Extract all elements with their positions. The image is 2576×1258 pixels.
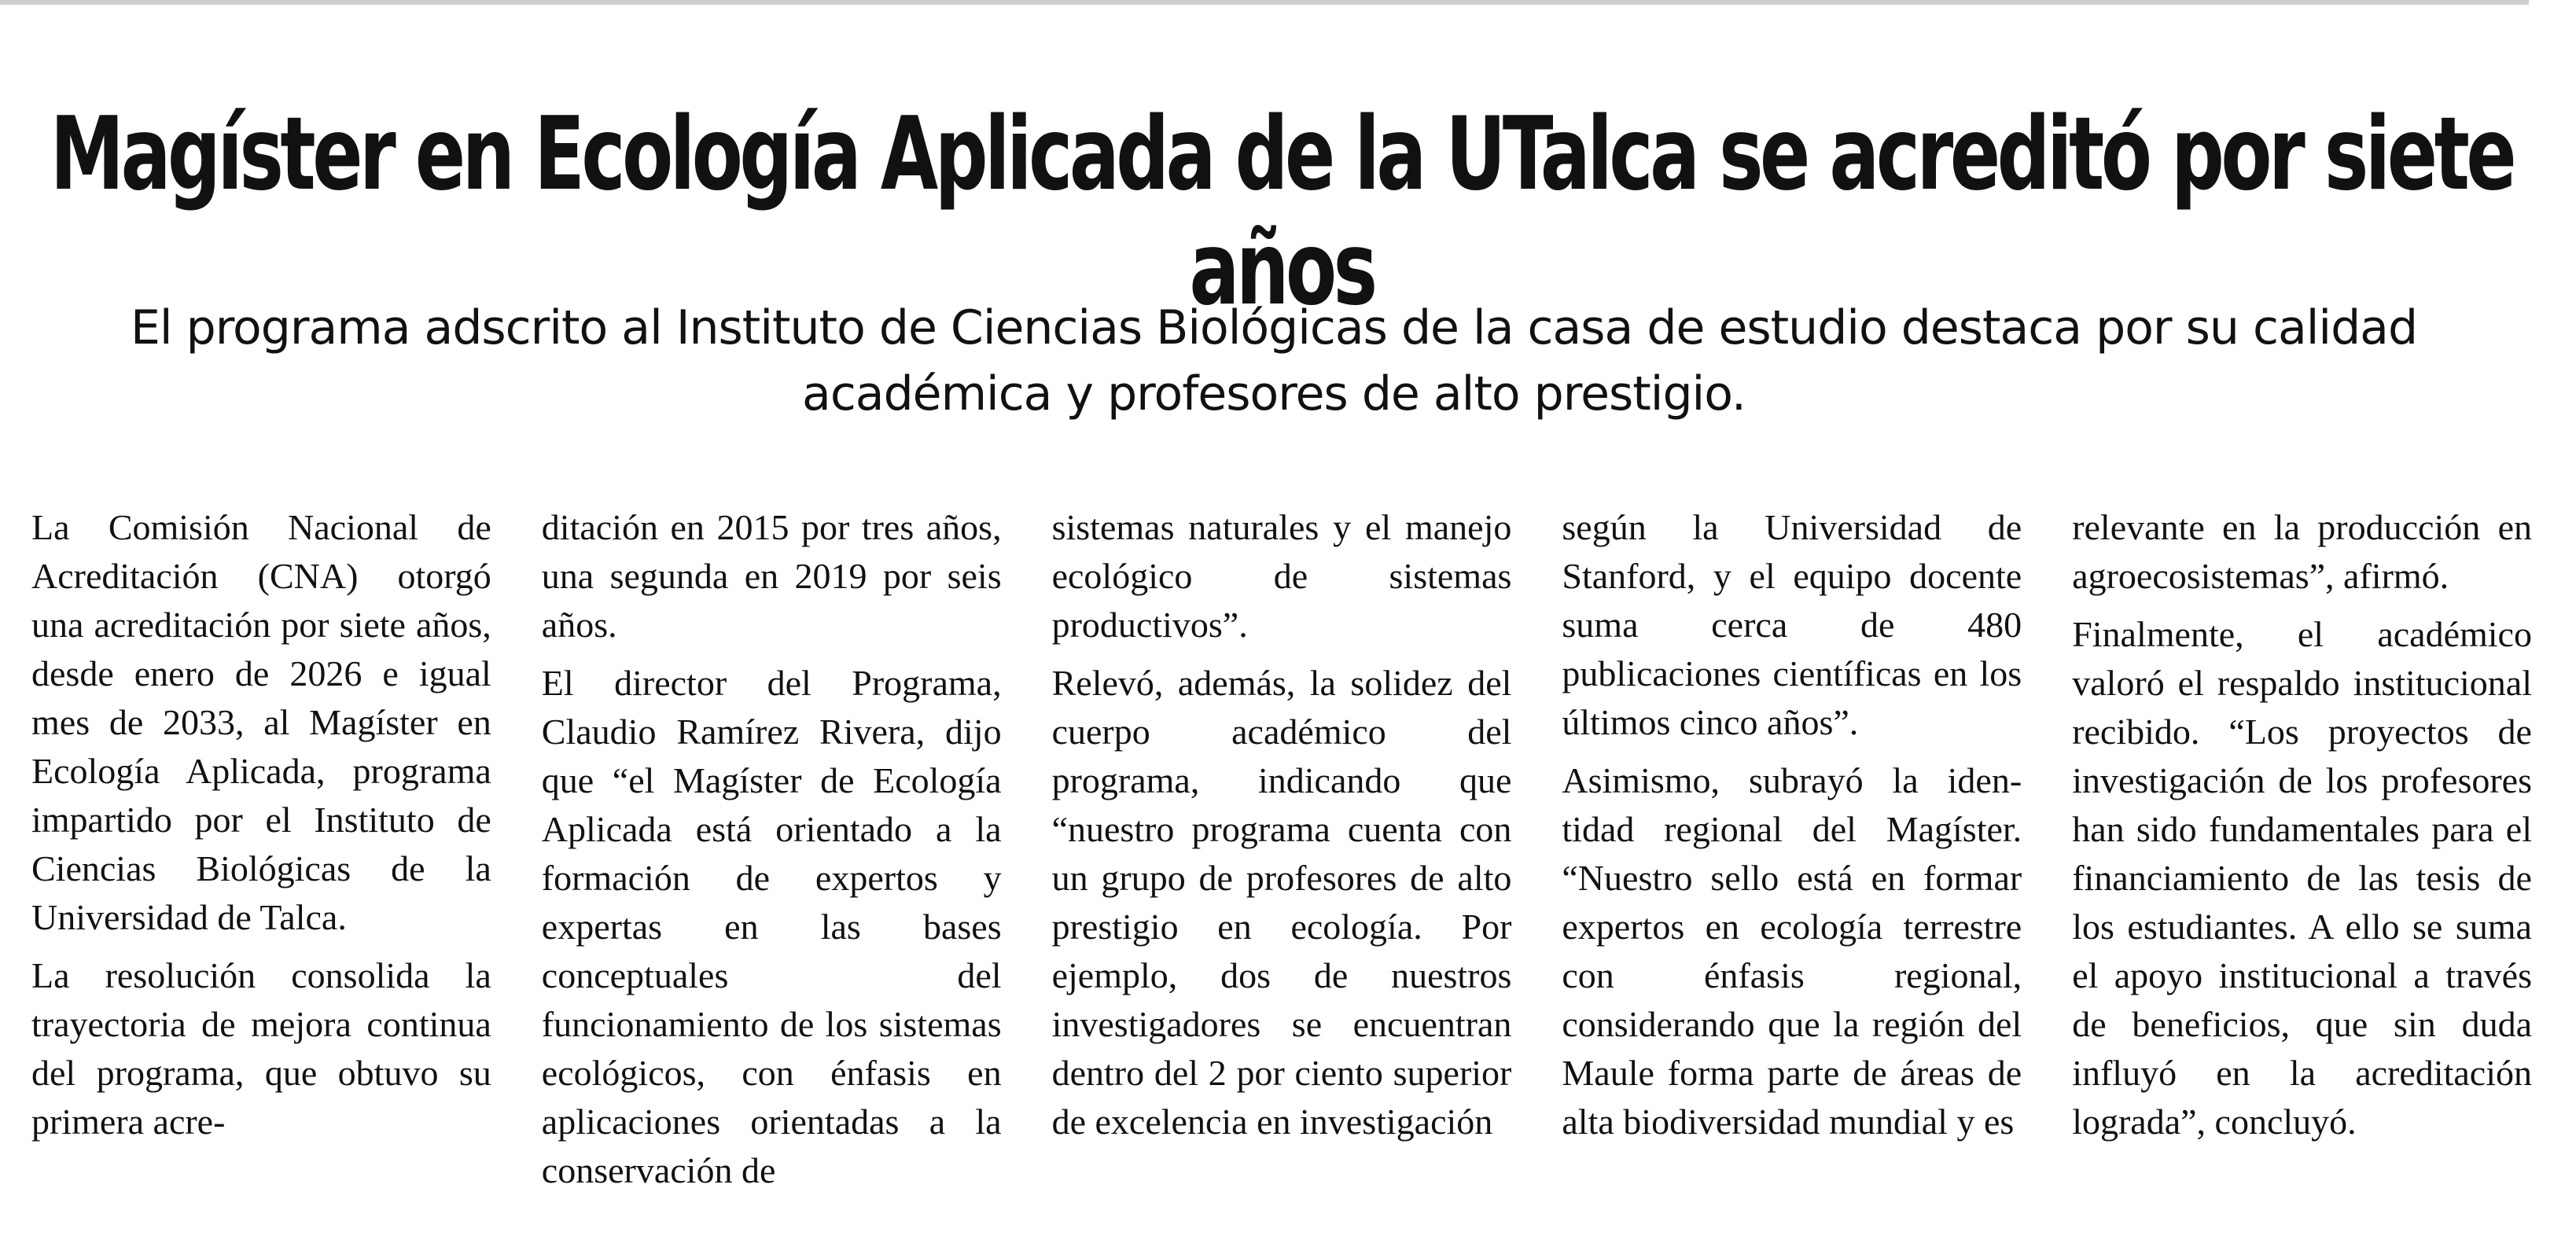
article-column-3 [1052, 503, 1512, 1250]
article-column-5 [2072, 503, 2532, 1250]
article-subheadline: El programa adscrito al Instituto de Ciencias Biológicas de la casa de estudio destaca por su calidad académica y profesores de alto prestigio. [130, 300, 2418, 421]
column-3-paragraph-2: Relevó, además, la solidez del cuerpo académico del programa, indicando que “nuestro programa cuenta con un grupo de profesores de alto prestigio en ecología. Por ejemplo, dos de nuestros investigadores se encuentran dentro del 2 por ciento superior de excelencia en investigación [1051, 663, 1512, 1142]
column-5-paragraph-1: relevante en la producción en agroecosistemas”, afirmó. [2072, 507, 2532, 596]
article-column-2 [542, 503, 1002, 1250]
column-4-paragraph-2: Asimismo, subrayó la identidad regional del Magíster. “Nuestro sello está en formar expertos en ecología terrestre con énfasis regional, considerando que la región del Maule forma parte de áreas de alta biodiversidad mundial y es [1562, 760, 2022, 1142]
column-4-paragraph-1: según la Universidad de Stanford, y el equipo docente suma cerca de 480 publicaciones científicas en los últimos cinco años”. [1562, 507, 2022, 742]
article-column-4 [1562, 503, 2022, 1250]
article-headline: Magíster en Ecología Aplicada de la UTalca se acreditó por siete años [50, 95, 2514, 328]
column-1-paragraph-1: La Comisión Nacional de Acreditación (CNA) otorgó una acreditación por siete años, desde enero de 2026 e igual mes de 2033, al Magíster en Ecología Aplicada, programa impartido por el Instituto de Ciencias Biológicas de la Universidad de Talca. [31, 507, 491, 937]
top-rule [0, 0, 2529, 5]
column-1-paragraph-2: La resolución consolida la trayectoria de mejora continua del programa, que obtuvo su primera acre- [31, 955, 491, 1142]
column-2-paragraph-1: ditación en 2015 por tres años, una segunda en 2019 por seis años. [541, 507, 1002, 645]
column-2-paragraph-2: El director del Programa, Claudio Ramírez Rivera, dijo que “el Magíster de Ecología Aplicada está orientado a la formación de expertos y expertas en las bases conceptuales del funcionamiento de los sistemas ecológicos, con énfasis en aplicaciones orientadas a la conservación de [541, 663, 1002, 1190]
article-body [31, 503, 2532, 1250]
article-column-1 [31, 503, 491, 1250]
column-5-paragraph-2: Finalmente, el académico valoró el respaldo institucional recibido. “Los proyectos de investigación de los profesores han sido fundamentales para el financiamiento de las tesis de los estudiantes. A ello se suma el apoyo institucional a través de beneficios, que sin duda influyó en la acreditación lograda”, concluyó. [2072, 614, 2532, 1142]
column-3-paragraph-1: sistemas naturales y el manejo ecológico de sistemas productivos”. [1051, 507, 1512, 645]
